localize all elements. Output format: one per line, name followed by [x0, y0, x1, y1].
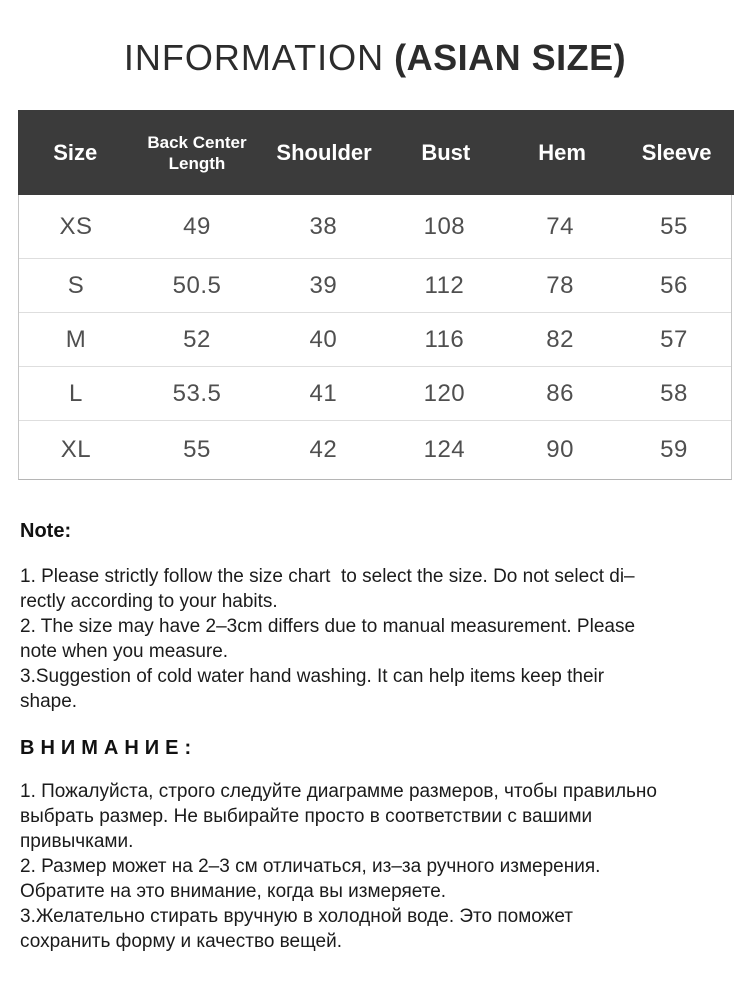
size-chart-table: [18, 110, 732, 480]
value-cell: 112: [424, 271, 465, 299]
size-cell: L: [69, 379, 83, 407]
column-header-size: [18, 110, 133, 195]
column-header-label: Size: [53, 139, 98, 165]
value-cell: 56: [660, 271, 688, 299]
table-header-row: [18, 110, 734, 195]
value-cell: 40: [309, 325, 338, 353]
column-header-label: Hem: [538, 139, 586, 165]
value-cell: 52: [183, 325, 211, 353]
table-row-m: [19, 313, 731, 367]
column-header-label: Back Center Length: [147, 132, 247, 173]
table-row-s: [19, 259, 731, 313]
column-header-label: Sleeve: [641, 139, 712, 165]
value-cell: 57: [660, 325, 688, 353]
attention-line: Обратите на это внимание, когда вы измеряете.: [20, 881, 447, 902]
column-header-back-center-length: [133, 110, 262, 195]
value-cell: 90: [546, 436, 574, 463]
value-cell: 58: [660, 379, 688, 407]
size-cell: S: [67, 271, 85, 299]
value-cell: 78: [546, 271, 574, 299]
value-cell: 41: [309, 379, 338, 407]
value-cell: 49: [183, 212, 211, 240]
attention-line: привычками.: [20, 831, 134, 852]
value-cell: 86: [546, 379, 574, 407]
value-cell: 120: [423, 379, 466, 407]
size-cell: XS: [59, 212, 93, 240]
attention-paragraphs: [20, 779, 730, 954]
column-header-sleeve: [619, 110, 734, 195]
table-row-xl: [19, 421, 731, 479]
note-line: note when you measure.: [20, 641, 229, 662]
note-line: rectly according to your habits.: [20, 591, 278, 612]
column-header-hem: [505, 110, 620, 195]
value-cell: 108: [423, 212, 466, 240]
column-header-label: Shoulder: [276, 139, 372, 165]
column-header-shoulder: [261, 110, 386, 195]
value-cell: 116: [424, 325, 465, 353]
table-row-xs: [19, 195, 731, 259]
note-heading: Note:: [20, 520, 72, 542]
size-cell: M: [65, 325, 87, 353]
size-cell: XL: [60, 436, 92, 463]
value-cell: 55: [183, 436, 211, 463]
value-cell: 55: [660, 212, 688, 240]
note-line: 1. Please strictly follow the size chart to select the size. Do not select di–: [20, 566, 635, 587]
value-cell: 82: [546, 325, 574, 353]
title-light-text: INFORMATION: [123, 37, 385, 78]
value-cell: 124: [423, 436, 466, 463]
column-header-label: Bust: [421, 139, 471, 165]
note-line: 2. The size may have 2–3cm differs due to manual measurement. Please: [20, 616, 636, 637]
table-row-l: [19, 367, 731, 421]
value-cell: 38: [309, 212, 338, 240]
value-cell: 74: [546, 212, 574, 240]
table-body: [19, 195, 731, 479]
value-cell: 59: [660, 436, 688, 463]
note-line: shape.: [20, 691, 78, 712]
attention-line: 3.Желательно стирать вручную в холодной воде. Это поможет: [20, 906, 574, 927]
attention-line: 2. Размер может на 2–3 см отличаться, из–за ручного измерения.: [20, 856, 601, 877]
attention-line: 1. Пожалуйста, строго следуйте диаграмме размеров, чтобы правильно: [20, 781, 657, 802]
attention-heading: ВНИМАНИЕ:: [20, 737, 198, 759]
note-paragraphs: [20, 564, 730, 714]
note-line: 3.Suggestion of cold water hand washing. It can help items keep their: [20, 666, 605, 687]
notes-area: [0, 520, 750, 954]
attention-line: выбрать размер. Не выбирайте просто в соответствии с вашими: [20, 806, 593, 827]
value-cell: 39: [309, 271, 338, 299]
value-cell: 53.5: [172, 379, 222, 407]
page-title: [0, 36, 750, 80]
attention-line: сохранить форму и качество вещей.: [20, 931, 342, 952]
value-cell: 42: [309, 436, 338, 463]
column-header-bust: [387, 110, 505, 195]
value-cell: 50.5: [172, 271, 222, 299]
title-bold-text: (ASIAN SIZE): [394, 37, 627, 78]
